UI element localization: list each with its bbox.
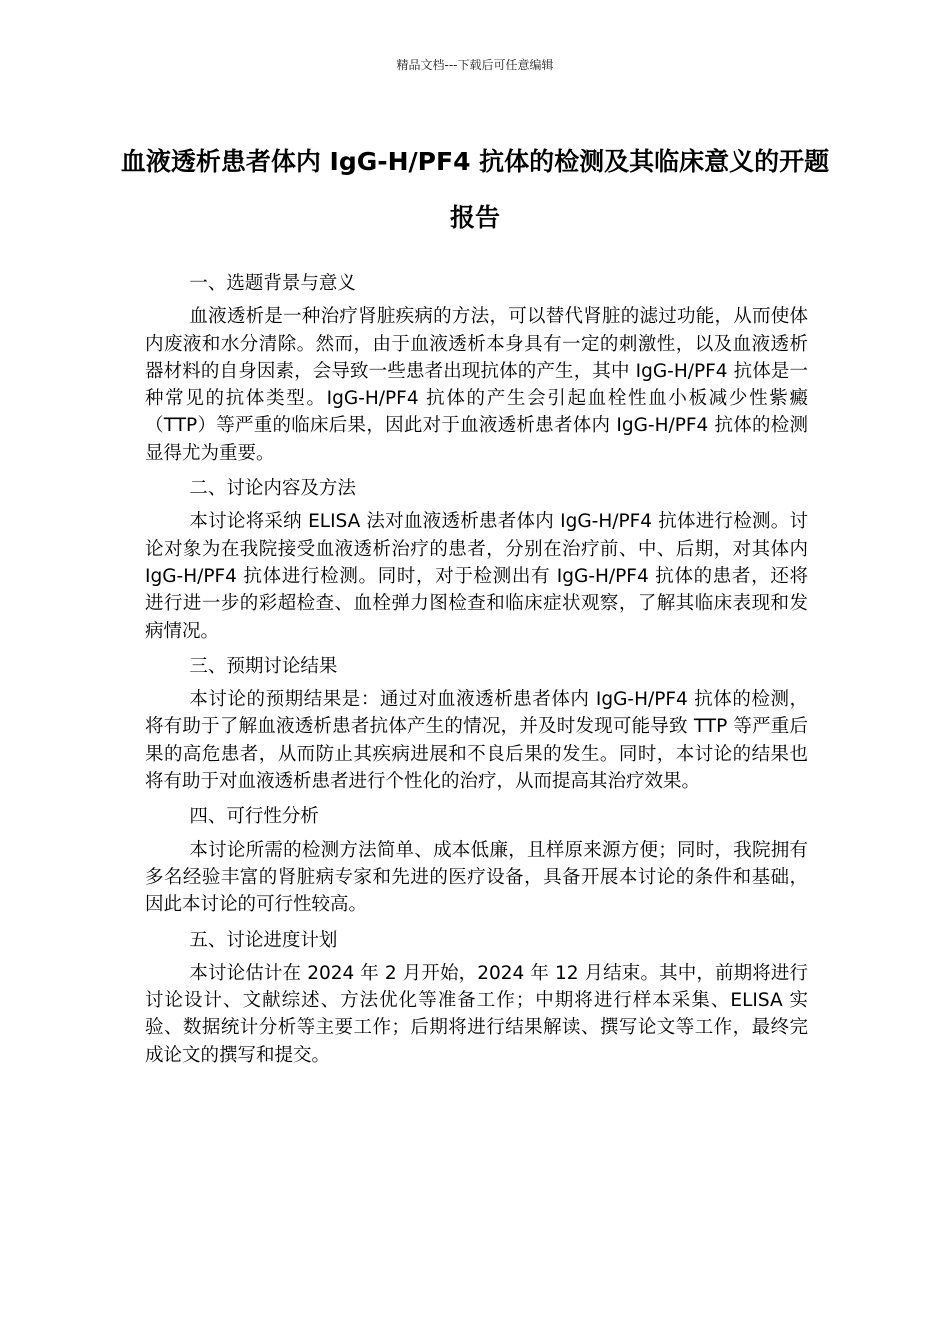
section-body-content-methods: 本讨论将采纳 ELISA 法对血液透析患者体内 IgG-H/PF4 抗体进行检测。讨论对象为在我院接受血液透析治疗的患者，分别在治疗前、中、后期，对其体内 IgG-H/PF4 抗体进行检测。同时，对于检测出有 IgG-H/PF4 抗体的患者，还将进行进一步的彩超检查、血栓弹力图检查和临床症状观察，了解其临床表现和发病情况。 xyxy=(145,511,808,642)
header-note: 精品文档---下载后可任意编辑 xyxy=(396,58,554,72)
document-title: 血液透析患者体内 IgG-H/PF4 抗体的检测及其临床意义的开题报告 xyxy=(120,147,830,232)
section-heading-background: 一、选题背景与意义 xyxy=(189,273,356,294)
section-heading-schedule: 五、讨论进度计划 xyxy=(189,929,338,951)
document-body xyxy=(145,270,808,1077)
section-body-background: 血液透析是一种治疗肾脏疾病的方法，可以替代肾脏的滤过功能，从而使体内废液和水分清除。然而，由于血液透析本身具有一定的刺激性，以及血液透析器材料的自身因素，会导致一些患者出现抗体的产生，其中 IgG-H/PF4 抗体是一种常见的抗体类型。IgG-H/PF4 抗体的产生会引起血栓性血小板减少性紫癜（TTP）等严重的临床后果，因此对于血液透析患者体内 IgG-H/PF4 抗体的检测显得尤为重要。 xyxy=(145,306,808,464)
section-heading-feasibility: 四、可行性分析 xyxy=(189,806,319,828)
section-body-expected-results: 本讨论的预期结果是：通过对血液透析患者体内 IgG-H/PF4 抗体的检测，将有助于了解血液透析患者抗体产生的情况，并及时发现可能导致 TTP 等严重后果的高危患者，从而防止其疾病进展和不良后果的发生。同时，本讨论的结果也将有助于对血液透析患者进行个性化的治疗，从而提高其治疗效果。 xyxy=(145,689,808,793)
section-body-schedule: 本讨论估计在 2024 年 2 月开始，2024 年 12 月结束。其中，前期将进行讨论设计、文献综述、方法优化等准备工作；中期将进行样本采集、ELISA 实验、数据统计分析等主要工作；后期将进行结果解读、撰写论文等工作，最终完成论文的撰写和提交。 xyxy=(145,962,808,1066)
section-heading-expected-results: 三、预期讨论结果 xyxy=(189,655,338,677)
section-body-feasibility: 本讨论所需的检测方法简单、成本低廉，且样原来源方便；同时，我院拥有多名经验丰富的肾脏病专家和先进的医疗设备，具备开展本讨论的条件和基础，因此本讨论的可行性较高。 xyxy=(145,839,808,916)
section-heading-content-methods: 二、讨论内容及方法 xyxy=(189,478,356,500)
